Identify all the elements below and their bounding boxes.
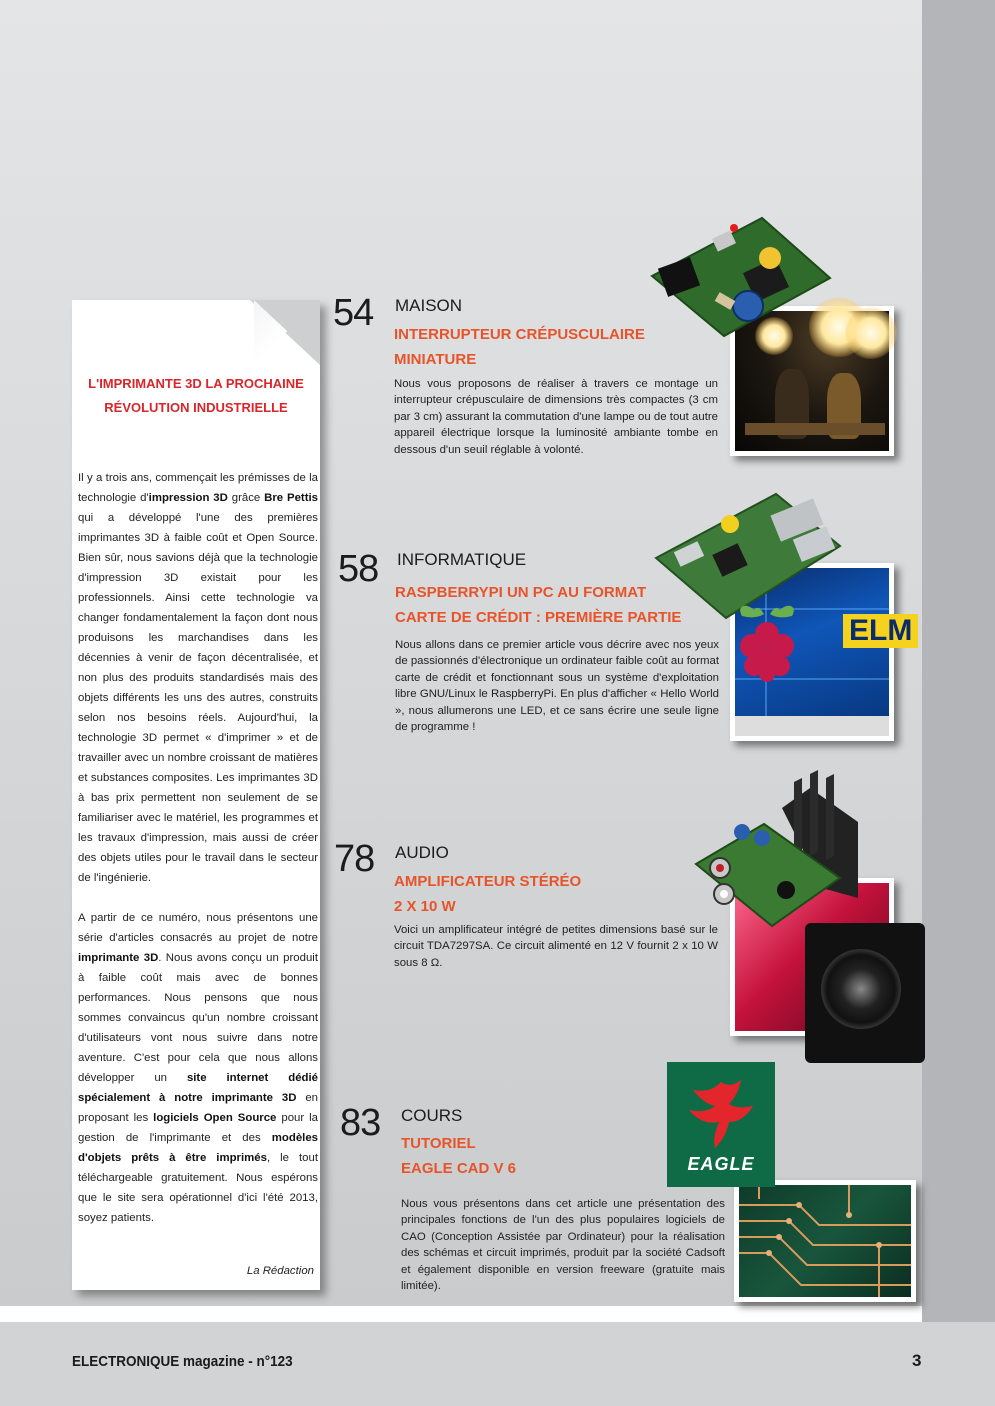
editorial-bold-run: modèles d'objets prêts à être imprimés [78,1132,318,1164]
editorial-text-run: . Nous avons conçu un produit à faible coût mais avec de bonnes performances. Nous pensons que nous sommes convaincus qu'un nombre croissant d'utilisateurs vont nous suivre dans notre aventure. C'est pour cela que nous allons développer un [78,952,318,1084]
article-title-line1: RASPBERRYPI UN PC AU FORMAT [395,584,647,601]
lamp-glow [845,307,897,359]
elm-logo-badge: ELM [843,614,918,648]
eagle-icon [685,1076,757,1152]
article-title-line1: TUTORIEL [401,1135,476,1152]
article-description: Nous vous présentons dans cet article une présentation des principales fonctions de l'un des plus populaires logiciels de CAO (Conception Assistée par Ordinateur) pour la réalisation des schémas et circuit imprimés, produit par la société Cadsoft et également disponible en version freeware (gratuite mais limitée). [401,1198,725,1293]
article-title[interactable] [395,580,681,630]
editorial-text-run: Il y a trois ans, commençait les prémisses de la technologie d' [78,472,318,504]
article-title-line1: AMPLIFICATEUR STÉRÉO [394,873,582,890]
article-title-line2: CARTE DE CRÉDIT : PREMIÈRE PARTIE [395,609,682,626]
article-title[interactable] [394,869,581,919]
article-title[interactable] [394,322,645,372]
table [745,423,885,435]
article-page-number: 54 [333,292,374,334]
eagle-logo-text: EAGLE [687,1154,755,1174]
article-category: MAISON [395,296,463,315]
pcb-crepuscular-board [652,218,832,338]
speaker-cone [821,949,901,1029]
article-page-number: 58 [338,548,379,590]
article-category: INFORMATIQUE [397,550,527,569]
editorial-bold-run: logiciels Open Source [153,1112,277,1124]
article-title-line2: 2 X 10 W [394,898,456,915]
editorial-card [72,300,320,1290]
editorial-text-run: en proposant les [78,1092,318,1124]
editorial-text-run: grâce [227,492,265,504]
article-description: Voici un amplificateur intégré de petites dimensions basé sur le circuit TDA7297SA. Ce circuit alimenté en 12 V fournit 2 x 10 W sous 8 Ω. [394,924,718,969]
article-title-line1: INTERRUPTEUR CRÉPUSCULAIRE [394,326,645,343]
editorial-title [72,372,320,420]
amplifier-board [690,768,870,948]
editorial-paragraph-1 [78,468,318,888]
editorial-bold-run: Bre Pettis [264,492,318,504]
pcb-traces-image [739,1185,911,1297]
editorial-title-line1: L'IMPRIMANTE 3D LA PROCHAINE [88,376,304,391]
right-margin-band [922,0,995,1322]
editorial-text-run: A partir de ce numéro, nous présentons une série d'articles consacrés au projet de notre [78,912,318,944]
footer-page-number: 3 [912,1351,922,1370]
pcb-traces [739,1185,911,1297]
editorial-paragraph-2 [78,908,318,1228]
editorial-body [78,468,318,1248]
footer-magazine-title: ELECTRONIQUE magazine - n°123 [72,1353,293,1370]
article-page-number: 78 [334,838,375,880]
article-title-line2: EAGLE CAD V 6 [401,1160,517,1177]
article-title-line2: MINIATURE [394,351,477,368]
editorial-signature: La Rédaction [246,1265,314,1277]
editorial-text-run: , le tout téléchargeable gratuitement. Nous espérons que le site sera opérationnel d'ici l'été 2013, soyez patients. [78,1152,319,1224]
editorial-bold-run: imprimante 3D [78,952,159,964]
laptop-bezel [735,716,889,736]
bottom-white-band [0,1306,922,1322]
article-description: Nous vous proposons de réaliser à travers ce montage un interrupteur crépusculaire de dimensions très compactes (3 cm par 3 cm) assurant la commutation d'une lampe ou de tout autre appareil électrique lorsque la luminosité ambiante tombe en dessous d'un seuil réglable à volonté. [394,378,718,456]
editorial-bold-run: impression 3D [148,492,228,504]
article-photo-pcb [734,1180,916,1302]
editorial-text-run: pour la gestion de l'imprimante et des [78,1112,318,1144]
article-page-number: 83 [340,1102,381,1144]
article-category: AUDIO [395,843,449,862]
editorial-title-line2: RÉVOLUTION INDUSTRIELLE [104,400,288,415]
article-title[interactable] [401,1131,516,1181]
raspberry-logo [730,600,804,684]
article-category: COURS [401,1106,463,1125]
editorial-bold-run: site internet dédié spécialement à notre imprimante 3D [78,1072,318,1104]
eagle-logo [667,1062,775,1187]
article-description: Nous allons dans ce premier article vous décrire avec nos yeux de passionnés d'électronique un ordinateur faible coût au format carte de crédit et fonctionnant sous un système d'exploitation libre GNU/Linux le RaspberryPi. En plus d'afficher « Hello World », nous allumerons une LED, et ce sans écrire une seule ligne de programme ! [395,639,719,734]
editorial-text-run: qui a développé l'une des premières imprimantes 3D à faible coût et Open Source. Bien sûr, nous savions déjà que la technologie d'impression 3D existait pour les professionnels. Ainsi cette technologie va changer fondamentalement la façon dont nous produisons les marchandises dans les décennies à venir de façon décentralisée, et non plus des produits standardisés mais des objets différents les uns des autres, construits selon nos besoins réels. Aujourd'hui, la technologie 3D permet « d'imprimer » et de travailler avec un nombre croissant de matières et substances composites. Les imprimantes 3D à bas prix permettent non seulement de se familiariser avec le matériel, les programmes et les travaux d'impression, mais aussi de créer des objets utiles pour le travail dans le secteur de l'ingénierie. [78,512,318,884]
